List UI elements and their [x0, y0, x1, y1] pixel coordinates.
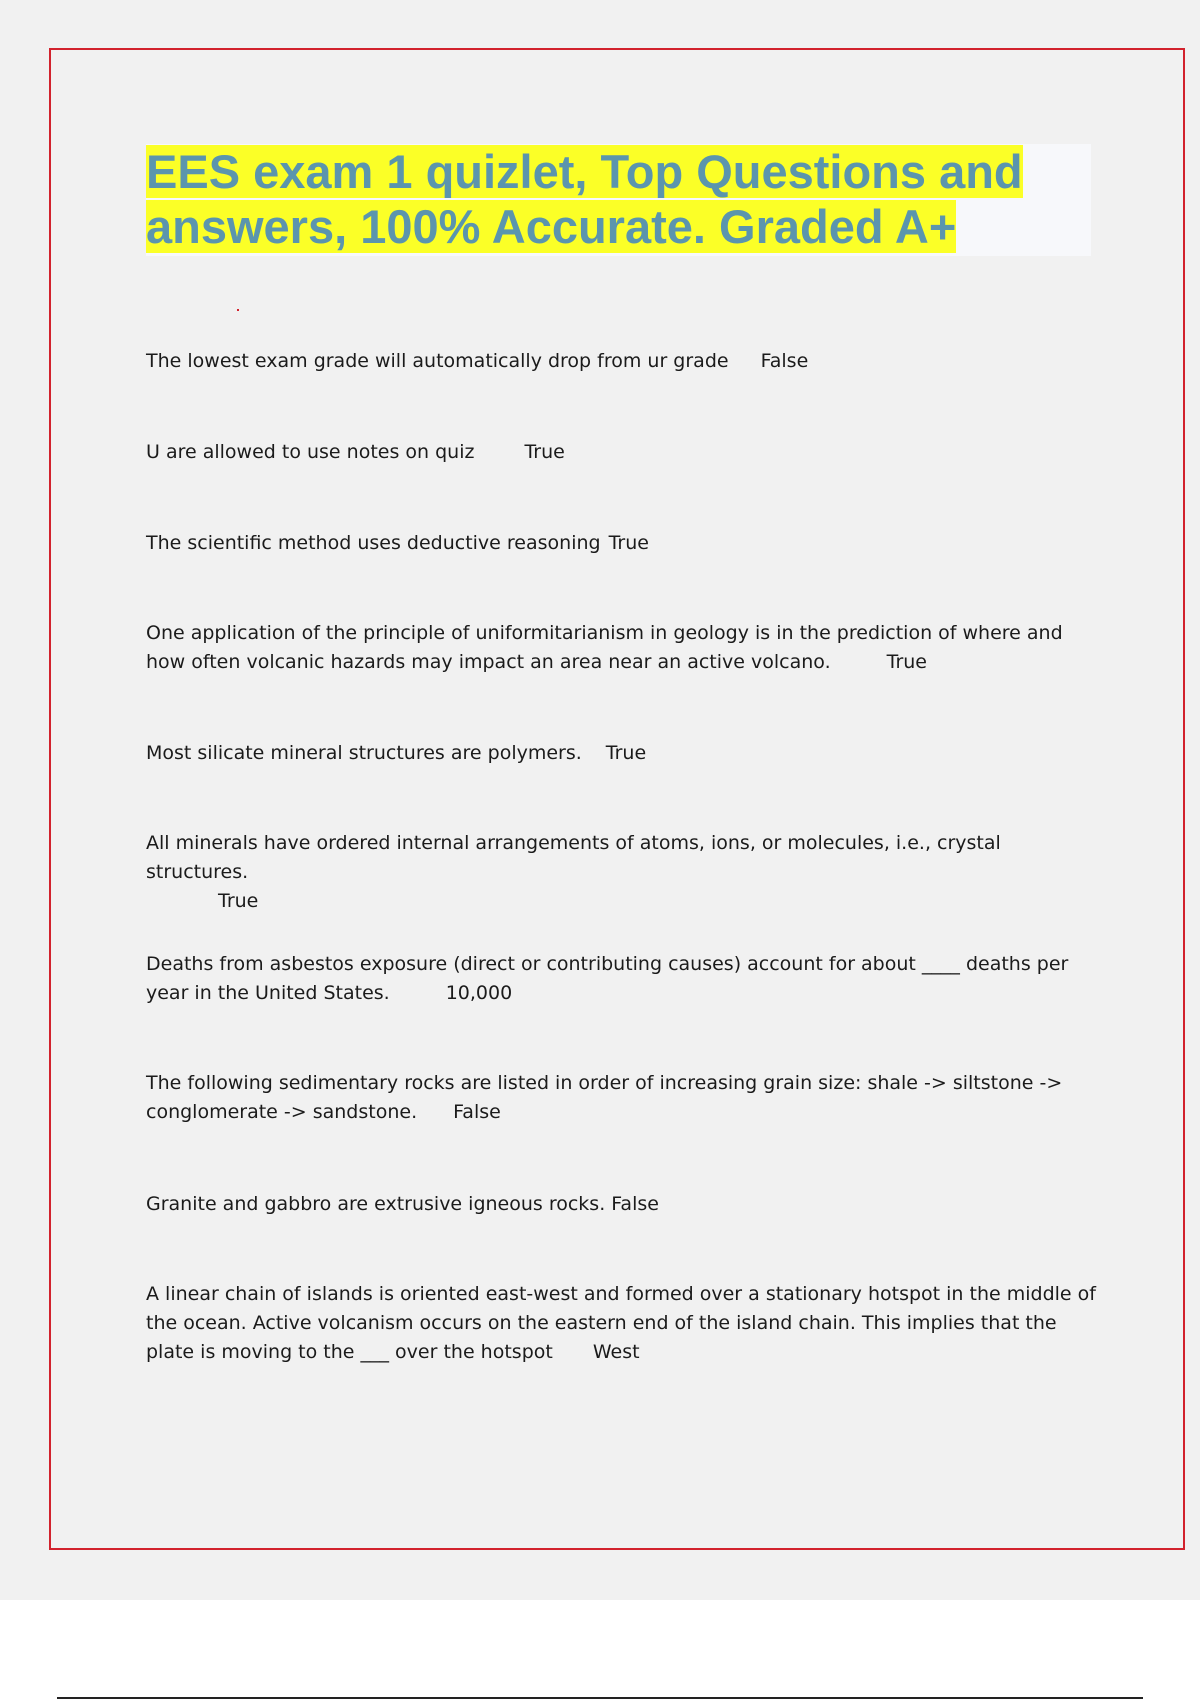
qa-item-2 — [146, 438, 1096, 467]
qa-item-1 — [146, 347, 1096, 376]
question-text: All minerals have ordered internal arrangements of atoms, ions, or molecules, i.e., crystal structures. — [146, 832, 1001, 883]
footer-rule — [57, 1697, 1143, 1699]
qa-item-5 — [146, 739, 1096, 768]
answer-text: True — [218, 890, 259, 912]
qa-item-10 — [146, 1280, 1096, 1367]
document-title — [146, 144, 1091, 254]
question-text: U are allowed to use notes on quiz — [146, 441, 475, 463]
answer-text: True — [608, 532, 649, 554]
question-text: The following sedimentary rocks are listed in order of increasing grain size: shale -> siltstone -> conglomerate -> sandstone. — [146, 1072, 1063, 1123]
question-text: Granite and gabbro are extrusive igneous rocks. — [146, 1193, 606, 1215]
qa-item-9 — [146, 1190, 1096, 1219]
answer-text: False — [611, 1193, 659, 1215]
red-dot-mark — [237, 309, 239, 311]
title-block — [146, 144, 1091, 256]
qa-item-4 — [146, 619, 1096, 677]
answer-text: West — [592, 1341, 640, 1363]
answer-text: True — [605, 742, 647, 764]
question-text: Most silicate mineral structures are polymers. — [146, 742, 582, 764]
answer-text: True — [886, 651, 927, 673]
question-text: The scientific method uses deductive reasoning — [146, 532, 601, 554]
title-line-1: EES exam 1 quizlet, Top Questions and — [146, 145, 1023, 198]
qa-item-3 — [146, 529, 1096, 558]
qa-item-8 — [146, 1069, 1096, 1127]
title-line-2: answers, 100% Accurate. Graded A+ — [146, 200, 957, 253]
answer-text: False — [760, 350, 809, 372]
qa-item-6 — [146, 829, 1096, 916]
answer-text: False — [453, 1101, 501, 1123]
answer-text: 10,000 — [445, 982, 513, 1004]
question-text: Deaths from asbestos exposure (direct or contributing causes) account for about ____ deaths per year in the United States. — [146, 953, 1069, 1004]
answer-text: True — [524, 441, 565, 463]
qa-item-7 — [146, 950, 1096, 1008]
question-text: One application of the principle of uniformitarianism in geology is in the prediction of where and how often volcanic hazards may impact an area near an active volcano. — [146, 622, 1063, 673]
question-text: The lowest exam grade will automatically drop from ur grade — [146, 350, 729, 372]
question-text: A linear chain of islands is oriented east-west and formed over a stationary hotspot in the middle of the ocean. Active volcanism occurs on the eastern end of the island chain. This implies that the plate is moving to the ___ over the hotspot — [146, 1283, 1096, 1363]
